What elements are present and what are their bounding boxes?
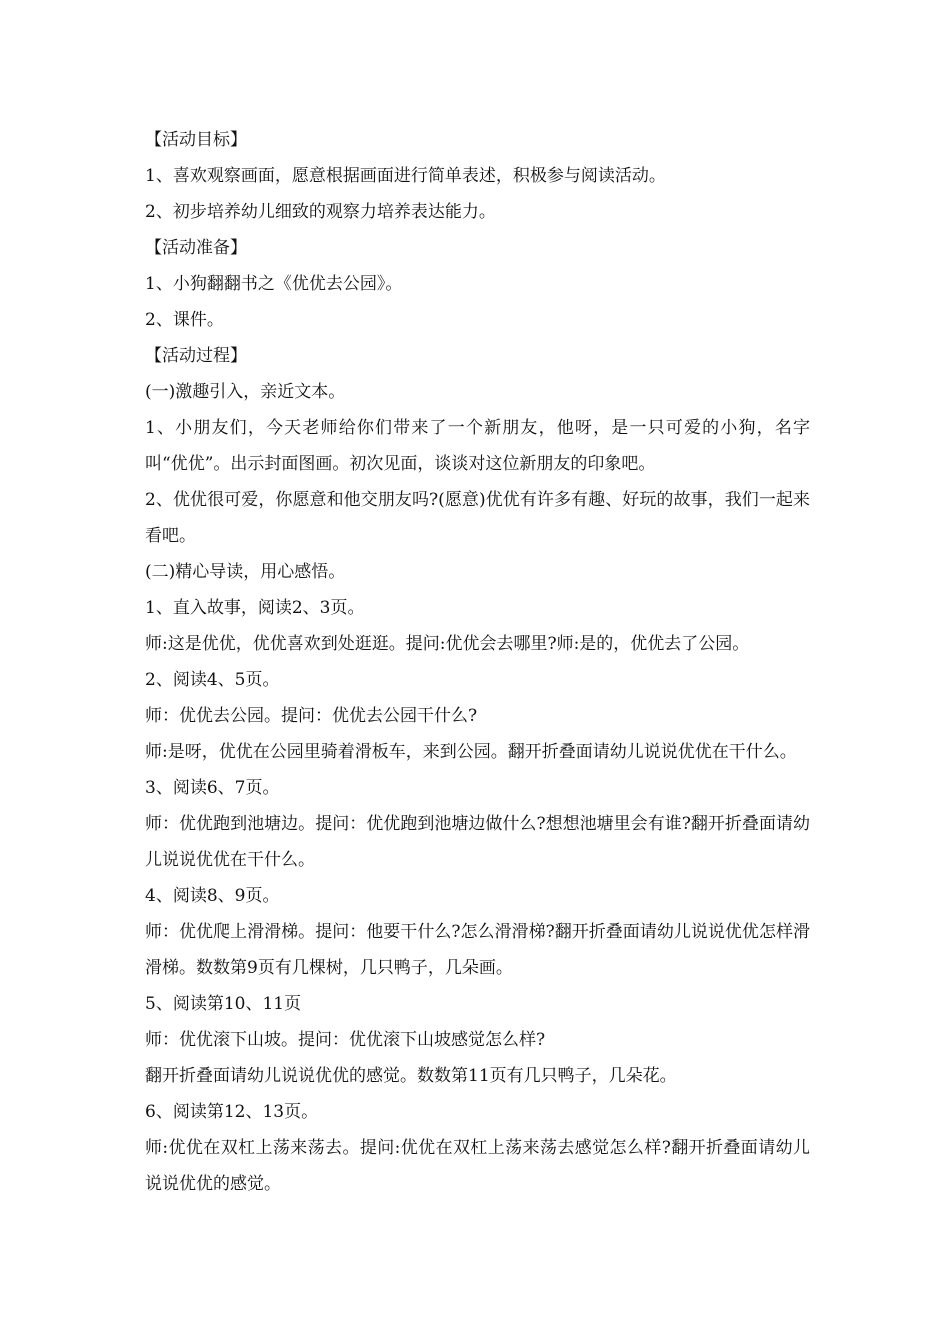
section-heading-process: 【活动过程】	[145, 346, 247, 366]
document-body	[145, 122, 810, 1202]
paragraph: 3、阅读6、7页。	[145, 778, 280, 798]
paragraph: 师:优优在双杠上荡来荡去。提问:优优在双杠上荡来荡去感觉怎么样?翻开折叠面请幼儿说说优优的感觉。	[145, 1138, 810, 1194]
paragraph: 师:这是优优，优优喜欢到处逛逛。提问:优优会去哪里?师:是的，优优去了公园。	[145, 634, 750, 654]
subsection-heading: (二)精心导读，用心感悟。	[145, 562, 346, 582]
paragraph: 4、阅读8、9页。	[145, 886, 280, 906]
paragraph: 翻开折叠面请幼儿说说优优的感觉。数数第11页有几只鸭子，几朵花。	[145, 1066, 677, 1086]
section-heading-preparation: 【活动准备】	[145, 238, 247, 258]
paragraph: 1、喜欢观察画面，愿意根据画面进行简单表述，积极参与阅读活动。	[145, 166, 666, 186]
paragraph: 6、阅读第12、13页。	[145, 1102, 319, 1122]
paragraph: 1、直入故事，阅读2、3页。	[145, 598, 365, 618]
section-heading-goals: 【活动目标】	[145, 130, 247, 150]
paragraph: 师：优优滚下山坡。提问：优优滚下山坡感觉怎么样?	[145, 1030, 546, 1050]
paragraph: 2、初步培养幼儿细致的观察力培养表达能力。	[145, 202, 496, 222]
paragraph: 1、小狗翻翻书之《优优去公园》。	[145, 274, 403, 294]
paragraph: 5、阅读第10、11页	[145, 994, 302, 1014]
paragraph: 师：优优爬上滑滑梯。提问：他要干什么?怎么滑滑梯?翻开折叠面请幼儿说说优优怎样滑滑梯。数数第9页有几棵树，几只鸭子，几朵画。	[145, 922, 810, 978]
paragraph: 2、课件。	[145, 310, 224, 330]
paragraph: 1、小朋友们，今天老师给你们带来了一个新朋友，他呀，是一只可爱的小狗，名字叫“优优”。出示封面图画。初次见面，谈谈对这位新朋友的印象吧。	[145, 418, 810, 474]
paragraph: 师：优优跑到池塘边。提问：优优跑到池塘边做什么?想想池塘里会有谁?翻开折叠面请幼儿说说优优在干什么。	[145, 814, 810, 870]
paragraph: 师：优优去公园。提问：优优去公园干什么?	[145, 706, 478, 726]
paragraph: 2、优优很可爱，你愿意和他交朋友吗?(愿意)优优有许多有趣、好玩的故事，我们一起来看吧。	[145, 490, 810, 546]
paragraph: 2、阅读4、5页。	[145, 670, 280, 690]
paragraph: 师:是呀，优优在公园里骑着滑板车，来到公园。翻开折叠面请幼儿说说优优在干什么。	[145, 742, 797, 762]
subsection-heading: (一)激趣引入，亲近文本。	[145, 382, 346, 402]
